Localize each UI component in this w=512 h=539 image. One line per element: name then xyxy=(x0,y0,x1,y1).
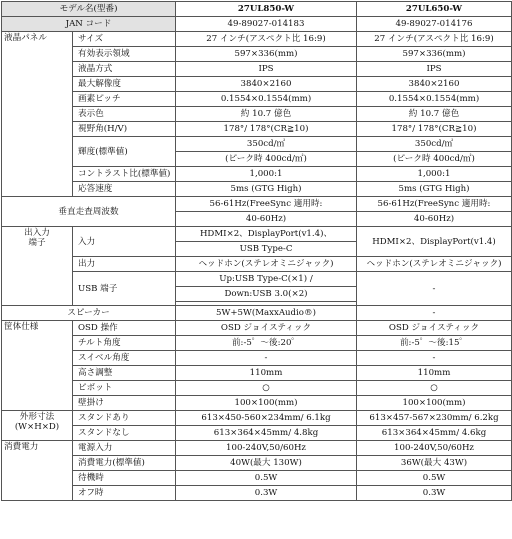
table-row xyxy=(2,366,512,381)
cell-value-1: IPS xyxy=(176,62,357,77)
cell-value-1: 0.3W xyxy=(176,486,357,501)
table-row xyxy=(2,456,512,471)
header-jan-row xyxy=(2,17,512,32)
table-row xyxy=(2,381,512,396)
row-label: 高さ調整 xyxy=(73,366,176,381)
input-row-top xyxy=(2,227,512,242)
table-row xyxy=(2,351,512,366)
chassis-category: 筐体仕様 xyxy=(2,321,73,411)
spec-table xyxy=(1,1,512,501)
cell-value-2: ヘッドホン(ステレオミニジャック) xyxy=(357,257,512,272)
usb-row-top xyxy=(2,272,512,287)
row-label: OSD 操作 xyxy=(73,321,176,336)
table-row xyxy=(2,77,512,92)
row-label: 待機時 xyxy=(73,471,176,486)
io-category-line2: 端子 xyxy=(28,238,46,248)
speaker-label: スピーカー xyxy=(2,306,176,321)
cell-value-1: 3840×2160 xyxy=(176,77,357,92)
brightness-value-1: 350cd/㎡ xyxy=(176,137,357,152)
row-label: 出力 xyxy=(73,257,176,272)
row-label: 輝度(標準値) xyxy=(73,137,176,167)
brightness-peak-2: (ピーク時 400cd/㎡) xyxy=(357,152,512,167)
table-row xyxy=(2,182,512,197)
cell-value-1: 5W+5W(MaxxAudio®) xyxy=(176,306,357,321)
table-row xyxy=(2,411,512,426)
cell-value-2: 36W(最大 43W) xyxy=(357,456,512,471)
vfreq-range-2: 40-60Hz) xyxy=(357,212,512,227)
row-label: 最大解像度 xyxy=(73,77,176,92)
cell-value-2: 27 インチ(アスペクト比 16:9) xyxy=(357,32,512,47)
row-label: スタンドあり xyxy=(73,411,176,426)
table-row xyxy=(2,62,512,77)
cell-value-1: 27 インチ(アスペクト比 16:9) xyxy=(176,32,357,47)
table-row xyxy=(2,107,512,122)
vfreq-row-top xyxy=(2,197,512,212)
io-category xyxy=(2,227,73,306)
dims-category-line2: (W×H×D) xyxy=(14,422,60,432)
cell-value-1: 5ms (GTG High) xyxy=(176,182,357,197)
model-1: 27UL850-W xyxy=(176,2,357,17)
table-row xyxy=(2,321,512,336)
table-row xyxy=(2,336,512,351)
dims-category-line1: 外形寸法 xyxy=(19,412,55,422)
brightness-peak-1: (ピーク時 400cd/㎡) xyxy=(176,152,357,167)
brightness-row-top xyxy=(2,137,512,152)
cell-value-1: 0.1554×0.1554(mm) xyxy=(176,92,357,107)
cell-value-2: 0.5W xyxy=(357,471,512,486)
input-value-1a: HDMI×2、DisplayPort(v1.4)、 xyxy=(176,227,357,242)
cell-value-2: ○ xyxy=(357,381,512,396)
row-label: 入力 xyxy=(73,227,176,257)
cell-value-2: 約 10.7 億色 xyxy=(357,107,512,122)
cell-value-1: 1,000:1 xyxy=(176,167,357,182)
cell-value-2: 前:-5゜～後:15゜ xyxy=(357,336,512,351)
row-label: コントラスト比(標準値) xyxy=(73,167,176,182)
header-model-row xyxy=(2,2,512,17)
row-label: USB 端子 xyxy=(73,272,176,306)
table-row xyxy=(2,426,512,441)
row-label: 応答速度 xyxy=(73,182,176,197)
cell-value-2: OSD ジョイスティック xyxy=(357,321,512,336)
table-row xyxy=(2,441,512,456)
row-label: サイズ xyxy=(73,32,176,47)
panel-category: 液晶パネル xyxy=(2,32,73,197)
cell-value-2: 3840×2160 xyxy=(357,77,512,92)
usb-value-1b: Down:USB 3.0(×2) xyxy=(176,287,357,302)
cell-value-1: 前:-5゜～後:20゜ xyxy=(176,336,357,351)
row-label: 画素ピッチ xyxy=(73,92,176,107)
cell-value-1: 100×100(mm) xyxy=(176,396,357,411)
row-label: スタンドなし xyxy=(73,426,176,441)
table-row xyxy=(2,471,512,486)
cell-value-1: - xyxy=(176,351,357,366)
power-category: 消費電力 xyxy=(2,441,73,501)
cell-value-2: 597×336(mm) xyxy=(357,47,512,62)
vfreq-label: 垂直走査周波数 xyxy=(2,197,176,227)
jan-label: JAN コード xyxy=(2,17,176,32)
table-row xyxy=(2,396,512,411)
cell-value-2: 110mm xyxy=(357,366,512,381)
cell-value-1: 0.5W xyxy=(176,471,357,486)
row-label: オフ時 xyxy=(73,486,176,501)
cell-value-1: ヘッドホン(ステレオミニジャック) xyxy=(176,257,357,272)
jan-1: 49-89027-014183 xyxy=(176,17,357,32)
row-label: 壁掛け xyxy=(73,396,176,411)
cell-value-2: - xyxy=(357,306,512,321)
cell-value-1: 約 10.7 億色 xyxy=(176,107,357,122)
table-row xyxy=(2,257,512,272)
model-2: 27UL650-W xyxy=(357,2,512,17)
cell-value-2: 1,000:1 xyxy=(357,167,512,182)
vfreq-value-2: 56-61Hz(FreeSync 適用時: xyxy=(357,197,512,212)
cell-value-1: 178°/ 178°(CR≧10) xyxy=(176,122,357,137)
row-label: 有効表示領域 xyxy=(73,47,176,62)
cell-value-2: 100×100(mm) xyxy=(357,396,512,411)
cell-value-1: OSD ジョイスティック xyxy=(176,321,357,336)
cell-value-1: 613×450-560×234mm/ 6.1kg xyxy=(176,411,357,426)
row-label: 液晶方式 xyxy=(73,62,176,77)
cell-value-1: 100-240V,50/60Hz xyxy=(176,441,357,456)
io-category-line1: 出入力 xyxy=(24,228,50,238)
row-label: チルト角度 xyxy=(73,336,176,351)
cell-value-2: - xyxy=(357,351,512,366)
usb-value-1a: Up:USB Type-C(×1) / xyxy=(176,272,357,287)
table-row xyxy=(2,122,512,137)
row-label: 視野角(H/V) xyxy=(73,122,176,137)
cell-value-1: 613×364×45mm/ 4.8kg xyxy=(176,426,357,441)
cell-value-1: ○ xyxy=(176,381,357,396)
table-row xyxy=(2,486,512,501)
input-value-2: HDMI×2、DisplayPort(v1.4) xyxy=(357,227,512,257)
row-label: スイベル角度 xyxy=(73,351,176,366)
cell-value-1: 110mm xyxy=(176,366,357,381)
table-row xyxy=(2,47,512,62)
vfreq-value-1: 56-61Hz(FreeSync 適用時: xyxy=(176,197,357,212)
vfreq-range-1: 40-60Hz) xyxy=(176,212,357,227)
row-label: ピボット xyxy=(73,381,176,396)
cell-value-2: 613×457-567×230mm/ 6.2kg xyxy=(357,411,512,426)
brightness-value-2: 350cd/㎡ xyxy=(357,137,512,152)
row-label: 消費電力(標準値) xyxy=(73,456,176,471)
table-row xyxy=(2,167,512,182)
cell-value-2: 5ms (GTG High) xyxy=(357,182,512,197)
input-value-1b: USB Type-C xyxy=(176,242,357,257)
row-label: 電源入力 xyxy=(73,441,176,456)
cell-value-2: 0.3W xyxy=(357,486,512,501)
cell-value-2: 613×364×45mm/ 4.6kg xyxy=(357,426,512,441)
speaker-row xyxy=(2,306,512,321)
dims-category xyxy=(2,411,73,441)
cell-value-1: 40W(最大 130W) xyxy=(176,456,357,471)
table-row xyxy=(2,92,512,107)
cell-value-2: IPS xyxy=(357,62,512,77)
jan-2: 49-89027-014176 xyxy=(357,17,512,32)
cell-value-2: 178°/ 178°(CR≧10) xyxy=(357,122,512,137)
cell-value-1: 597×336(mm) xyxy=(176,47,357,62)
row-label: 表示色 xyxy=(73,107,176,122)
cell-value-2: 0.1554×0.1554(mm) xyxy=(357,92,512,107)
usb-value-2: - xyxy=(357,272,512,306)
model-label: モデル名(型番) xyxy=(2,2,176,17)
cell-value-2: 100-240V,50/60Hz xyxy=(357,441,512,456)
table-row xyxy=(2,32,512,47)
